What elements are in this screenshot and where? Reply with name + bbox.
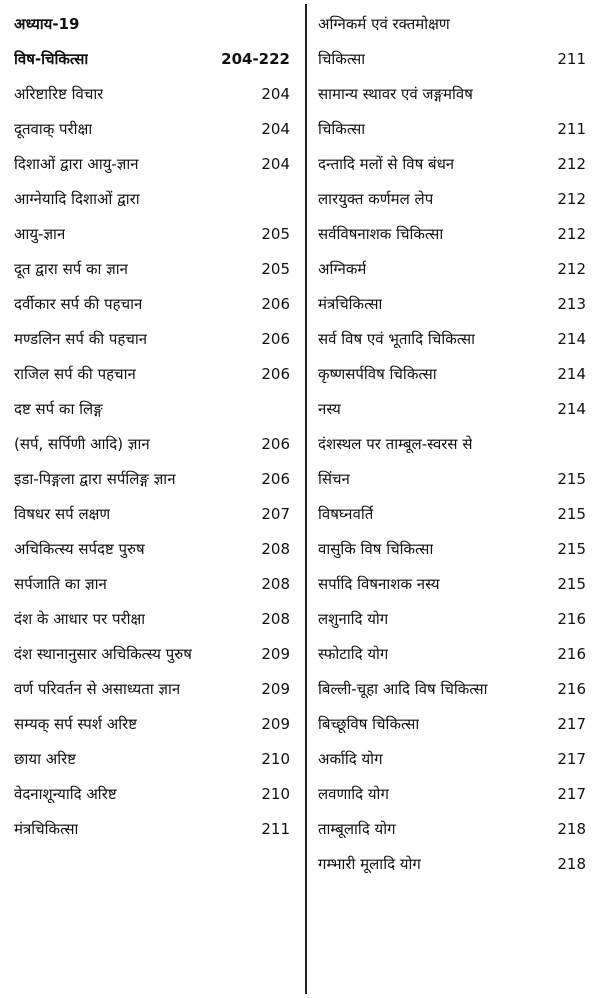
toc-entry-title: अग्निकर्म एवं रक्तमोक्षण — [318, 14, 450, 33]
toc-entry-title: अग्निकर्म — [318, 259, 367, 278]
toc-entry — [318, 741, 586, 776]
toc-entry-page: 211 — [557, 119, 586, 138]
toc-entry — [14, 811, 290, 846]
toc-entry-page: 208 — [261, 539, 290, 558]
toc-entry-page: 204 — [261, 119, 290, 138]
toc-entry-title: चिकित्सा — [318, 49, 366, 68]
toc-entry-title: इडा-पिङ्गला द्वारा सर्पलिङ्ग ज्ञान — [14, 469, 176, 488]
toc-entry-title: वासुकि विष चिकित्सा — [318, 539, 434, 558]
toc-entry-page: 205 — [261, 259, 290, 278]
toc-entry-title: विषधर सर्प लक्षण — [14, 504, 111, 523]
toc-entry-title: दंश स्थानानुसार अचिकित्स्य पुरुष — [14, 644, 192, 663]
toc-entry-page: 215 — [557, 574, 586, 593]
toc-entry — [14, 426, 290, 461]
toc-entry-title: सर्व विष एवं भूतादि चिकित्सा — [318, 329, 476, 348]
toc-entry — [14, 146, 290, 181]
toc-entry-title: नस्य — [318, 399, 341, 418]
toc-entry — [318, 76, 586, 111]
toc-entry — [14, 391, 290, 426]
toc-entry-title: दन्तादि मलों से विष बंधन — [318, 154, 455, 173]
toc-entry-page: 217 — [557, 749, 586, 768]
toc-entry-title: लारयुक्त कर्णमल लेप — [318, 189, 434, 208]
toc-entry — [14, 776, 290, 811]
toc-entry-title: छाया अरिष्ट — [14, 749, 76, 768]
toc-entry — [318, 181, 586, 216]
toc-entry — [318, 321, 586, 356]
toc-entry — [14, 531, 290, 566]
toc-entry-title: दंशस्थल पर ताम्बूल-स्वरस से — [318, 434, 473, 453]
toc-entry-title: स्फोटादि योग — [318, 644, 389, 663]
toc-entry-page: 206 — [261, 294, 290, 313]
toc-entry-title: राजिल सर्प की पहचान — [14, 364, 136, 383]
toc-entry-title: सामान्य स्थावर एवं जङ्गमविष — [318, 84, 473, 103]
toc-entry-page: 216 — [557, 609, 586, 628]
toc-entry-title: लशुनादि योग — [318, 609, 389, 628]
toc-entry — [14, 356, 290, 391]
toc-entry — [14, 461, 290, 496]
toc-entry-page: 208 — [261, 609, 290, 628]
toc-entry-page: 215 — [557, 469, 586, 488]
toc-entry-page: 212 — [557, 224, 586, 243]
toc-entry-title: दूत द्वारा सर्प का ज्ञान — [14, 259, 129, 278]
toc-entry — [14, 286, 290, 321]
toc-entry-page: 217 — [557, 784, 586, 803]
toc-entry — [318, 461, 586, 496]
toc-entry — [14, 496, 290, 531]
toc-entry-title: आग्नेयादि दिशाओं द्वारा — [14, 189, 140, 208]
toc-entry-title: सर्पादि विषनाशक नस्य — [318, 574, 440, 593]
toc-entry — [318, 111, 586, 146]
toc-entry-page: 206 — [261, 329, 290, 348]
toc-entry-page: 214 — [557, 399, 586, 418]
toc-entry-title: अर्कादि योग — [318, 749, 383, 768]
toc-entry — [318, 216, 586, 251]
toc-entry-title: बिल्ली-चूहा आदि विष चिकित्सा — [318, 679, 488, 698]
left-toc-list — [14, 76, 290, 846]
toc-entry-page: 211 — [557, 49, 586, 68]
toc-entry-title: अचिकित्स्य सर्पदष्ट पुरुष — [14, 539, 145, 558]
toc-entry-page: 206 — [261, 364, 290, 383]
right-column — [318, 0, 586, 881]
section-title: विष-चिकित्सा — [14, 49, 89, 68]
toc-entry-title: विषघ्नवर्ति — [318, 504, 374, 523]
toc-entry-page: 216 — [557, 679, 586, 698]
column-divider — [305, 4, 307, 994]
toc-entry — [318, 391, 586, 426]
toc-entry — [318, 356, 586, 391]
toc-entry-title: लवणादि योग — [318, 784, 389, 803]
toc-entry — [14, 76, 290, 111]
chapter-heading — [14, 6, 290, 41]
toc-entry-title: वेदनाशून्यादि अरिष्ट — [14, 784, 117, 803]
toc-entry — [318, 251, 586, 286]
toc-entry-title: सिंचन — [318, 469, 350, 488]
toc-entry-page: 205 — [261, 224, 290, 243]
toc-entry-title: वर्ण परिवर्तन से असाध्यता ज्ञान — [14, 679, 181, 698]
toc-entry-title: मण्डलिन सर्प की पहचान — [14, 329, 148, 348]
toc-entry-title: दष्ट सर्प का लिङ्ग — [14, 399, 103, 418]
toc-entry — [14, 671, 290, 706]
toc-entry — [14, 181, 290, 216]
toc-entry-page: 215 — [557, 504, 586, 523]
toc-entry — [318, 6, 586, 41]
toc-entry — [14, 741, 290, 776]
toc-entry-page: 218 — [557, 854, 586, 873]
toc-entry-page: 209 — [261, 679, 290, 698]
toc-entry — [14, 216, 290, 251]
toc-entry-page: 213 — [557, 294, 586, 313]
toc-entry-title: ताम्बूलादि योग — [318, 819, 396, 838]
toc-entry-page: 215 — [557, 539, 586, 558]
toc-entry-page: 209 — [261, 644, 290, 663]
toc-entry — [14, 321, 290, 356]
toc-entry-page: 212 — [557, 189, 586, 208]
toc-entry — [318, 636, 586, 671]
toc-entry-title: सर्पजाति का ज्ञान — [14, 574, 107, 593]
toc-entry-title: दूतवाक् परीक्षा — [14, 119, 93, 138]
toc-entry-title: गम्भारी मूलादि योग — [318, 854, 421, 873]
section-heading — [14, 41, 290, 76]
left-column — [14, 0, 290, 846]
toc-entry-title: चिकित्सा — [318, 119, 366, 138]
toc-entry — [14, 251, 290, 286]
toc-entry — [14, 636, 290, 671]
toc-entry — [318, 706, 586, 741]
toc-entry-page: 210 — [261, 784, 290, 803]
toc-entry — [318, 811, 586, 846]
toc-entry-title: मंत्रचिकित्सा — [14, 819, 79, 838]
right-toc-list — [318, 6, 586, 881]
toc-entry-page: 212 — [557, 259, 586, 278]
toc-entry-page: 207 — [261, 504, 290, 523]
toc-entry-page: 212 — [557, 154, 586, 173]
toc-entry-page: 218 — [557, 819, 586, 838]
toc-entry-page: 204 — [261, 154, 290, 173]
toc-entry-page: 206 — [261, 469, 290, 488]
toc-entry-title: बिच्छूविष चिकित्सा — [318, 714, 420, 733]
toc-entry — [318, 601, 586, 636]
toc-entry-title: अरिष्टारिष्ट विचार — [14, 84, 104, 103]
toc-entry — [318, 41, 586, 76]
toc-entry — [318, 286, 586, 321]
toc-entry-title: मंत्रचिकित्सा — [318, 294, 383, 313]
toc-entry — [318, 531, 586, 566]
toc-entry-title: सम्यक् सर्प स्पर्श अरिष्ट — [14, 714, 137, 733]
toc-entry — [14, 566, 290, 601]
toc-entry-title: कृष्णसर्पविष चिकित्सा — [318, 364, 437, 383]
toc-entry-title: दर्वीकार सर्प की पहचान — [14, 294, 143, 313]
toc-entry — [14, 111, 290, 146]
toc-entry — [318, 846, 586, 881]
toc-entry-page: 211 — [261, 819, 290, 838]
toc-entry — [318, 671, 586, 706]
toc-entry-page: 214 — [557, 364, 586, 383]
toc-entry-title: (सर्प, सर्पिणी आदि) ज्ञान — [14, 434, 150, 453]
section-pages: 204-222 — [221, 49, 290, 68]
toc-entry-page: 204 — [261, 84, 290, 103]
toc-entry — [318, 566, 586, 601]
toc-entry-page: 214 — [557, 329, 586, 348]
toc-entry — [318, 496, 586, 531]
toc-entry — [318, 146, 586, 181]
toc-entry-title: दंश के आधार पर परीक्षा — [14, 609, 146, 628]
toc-entry — [14, 706, 290, 741]
toc-entry-page: 217 — [557, 714, 586, 733]
toc-entry — [14, 601, 290, 636]
toc-entry-title: सर्वविषनाशक चिकित्सा — [318, 224, 444, 243]
toc-entry-page: 210 — [261, 749, 290, 768]
toc-entry — [318, 776, 586, 811]
toc-entry-page: 208 — [261, 574, 290, 593]
toc-entry-title: दिशाओं द्वारा आयु-ज्ञान — [14, 154, 139, 173]
toc-entry-page: 206 — [261, 434, 290, 453]
chapter-title: अध्याय-19 — [14, 14, 80, 33]
toc-entry-title: आयु-ज्ञान — [14, 224, 66, 243]
toc-entry-page: 209 — [261, 714, 290, 733]
toc-entry — [318, 426, 586, 461]
toc-entry-page: 216 — [557, 644, 586, 663]
